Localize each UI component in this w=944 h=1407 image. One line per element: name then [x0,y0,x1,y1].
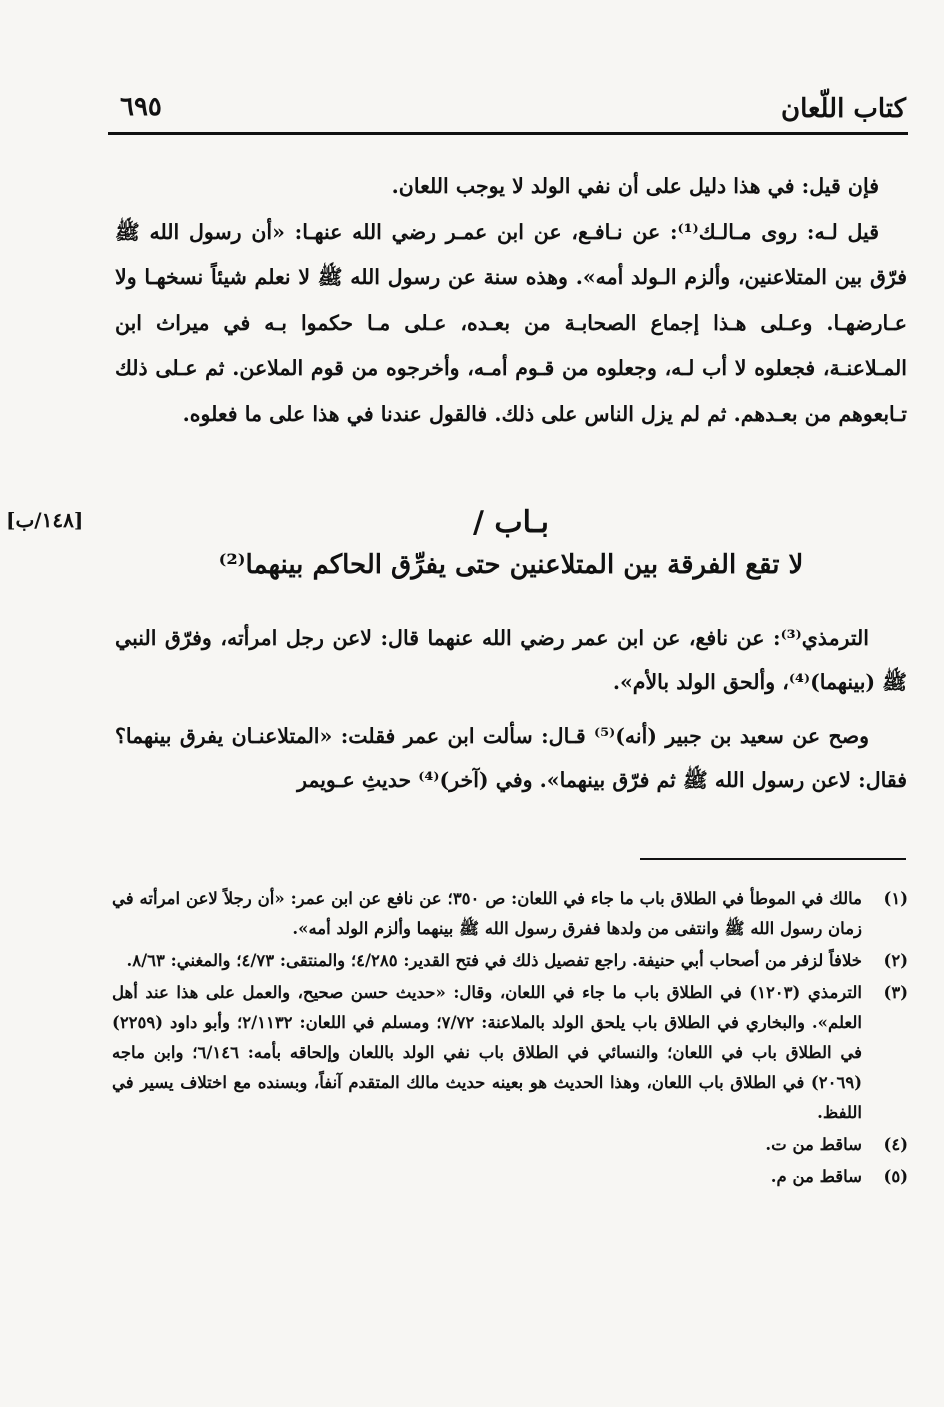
footnote-text: ساقط من ت. [765,1135,862,1154]
footnote-number: (٣) [883,983,908,1002]
page-number: ٦٩٥ [120,92,162,122]
footnote-text: خلافاً لزفر من أصحاب أبي حنيفة. راجع تفصيل ذلك في فتح القدير: ٤/٢٨٥؛ والمنتقى: ٤/٧٣؛ والمغني: ٨/٦٣. [126,951,862,970]
page-header [110,88,906,134]
footnote-item [112,1162,908,1192]
footnotes [112,884,908,1194]
hadith-said-ibn-jubayr: وصح عن سعيد بن جبير (أنه)⁽⁵⁾ قـال: سألت ابن عمر فقلت: «المتلاعنـان يفرق بينهما؟ فقال: لاعن رسول الله ﷺ ثم فرّق بينهما». وفي (آخر)⁽⁴⁾ حديثِ عـويمر [115,724,907,792]
footnote-number: (٤) [883,1135,908,1154]
hadith-text [115,616,907,812]
footnote-separator [640,858,906,860]
hadith-tirmidhi: الترمذي⁽³⁾: عن نافع، عن ابن عمر رضي الله عنهما قال: لاعن رجل امرأته، وفرّق النبي ﷺ (بينهما)⁽⁴⁾، وألحق الولد بالأم». [115,626,907,694]
main-text [115,164,907,438]
footnote-item [112,946,908,976]
footnote-number: (٥) [883,1167,908,1186]
footnote-item [112,1130,908,1160]
chapter-label: بـاب / [473,505,549,540]
footnote-number: (١) [883,889,908,908]
footnote-text: مالك في الموطأ في الطلاق باب ما جاء في اللعان: ص ٣٥٠؛ عن نافع عن ابن عمر: «أن رجلاً لاعن امرأته في زمان رسول الله ﷺ وانتفى من ولدها ففرق رسول الله ﷺ بينهما وألزم الولد أمه». [112,889,862,938]
footnote-item [112,978,908,1128]
footnote-number: (٢) [883,951,908,970]
manuscript-folio-note: [١٤٨/ب] [6,508,84,532]
header-rule [108,132,908,135]
footnote-text: الترمذي (١٢٠٣) في الطلاق باب ما جاء في اللعان، وقال: «حديث حسن صحيح، والعمل على هذا عند أهل العلم». والبخاري في الطلاق باب يلحق الولد بالملاعنة: ٧/٧٢؛ ومسلم في اللعان: ٢/١١٣٢؛ وأبو داود (٢٢٥٩) في الطلاق باب في اللعان؛ والنسائي في الطلاق باب نفي الولد باللعان وإلحاقه بأمه: ٦/١٤٦؛ وابن ماجه (٢٠٦٩) في الطلاق باب اللعان، وهذا الحديث هو بعينه حديث مالك المتقدم آنفاً، وبسنده مع اختلاف يسير في اللفظ. [112,983,862,1122]
footnote-text: ساقط من م. [770,1167,862,1186]
paragraph-response: قيل لـه: روى مـالـك⁽¹⁾: عن نـافـع، عن ابن عمـر رضي الله عنهـا: «أن رسول الله ﷺ فرّق بين المتلاعنين، وألزم الـولد أمه». وهذه سنة عن رسول الله ﷺ لا نعلم شيئاً نسخهـا ولا عـارضهـا. وعـلى هـذا إجماع الصحابـة من بعـده، عـلى مـا حكموا بـه في ميراث ابن المـلاعنـة، فجعلوه لا أب لـه، وجعلوه من قـوم أمـه، وأخرجوه من قوم الملاعن. ثم عـلى ذلك تـابعوهم من بعـدهم. ثم لم يزل الناس على ذلك. فالقول عندنا في هذا على ما فعلوه. [115,219,907,426]
paragraph-objection: فإن قيل: في هذا دليل على أن نفي الولد لا يوجب اللعان. [391,174,879,198]
footnote-item [112,884,908,944]
book-title: كتاب اللّعان [781,94,906,124]
chapter-title: لا تقع الفرقة بين المتلاعنين حتى يفرِّق الحاكم بينهما⁽²⁾ [218,550,804,580]
